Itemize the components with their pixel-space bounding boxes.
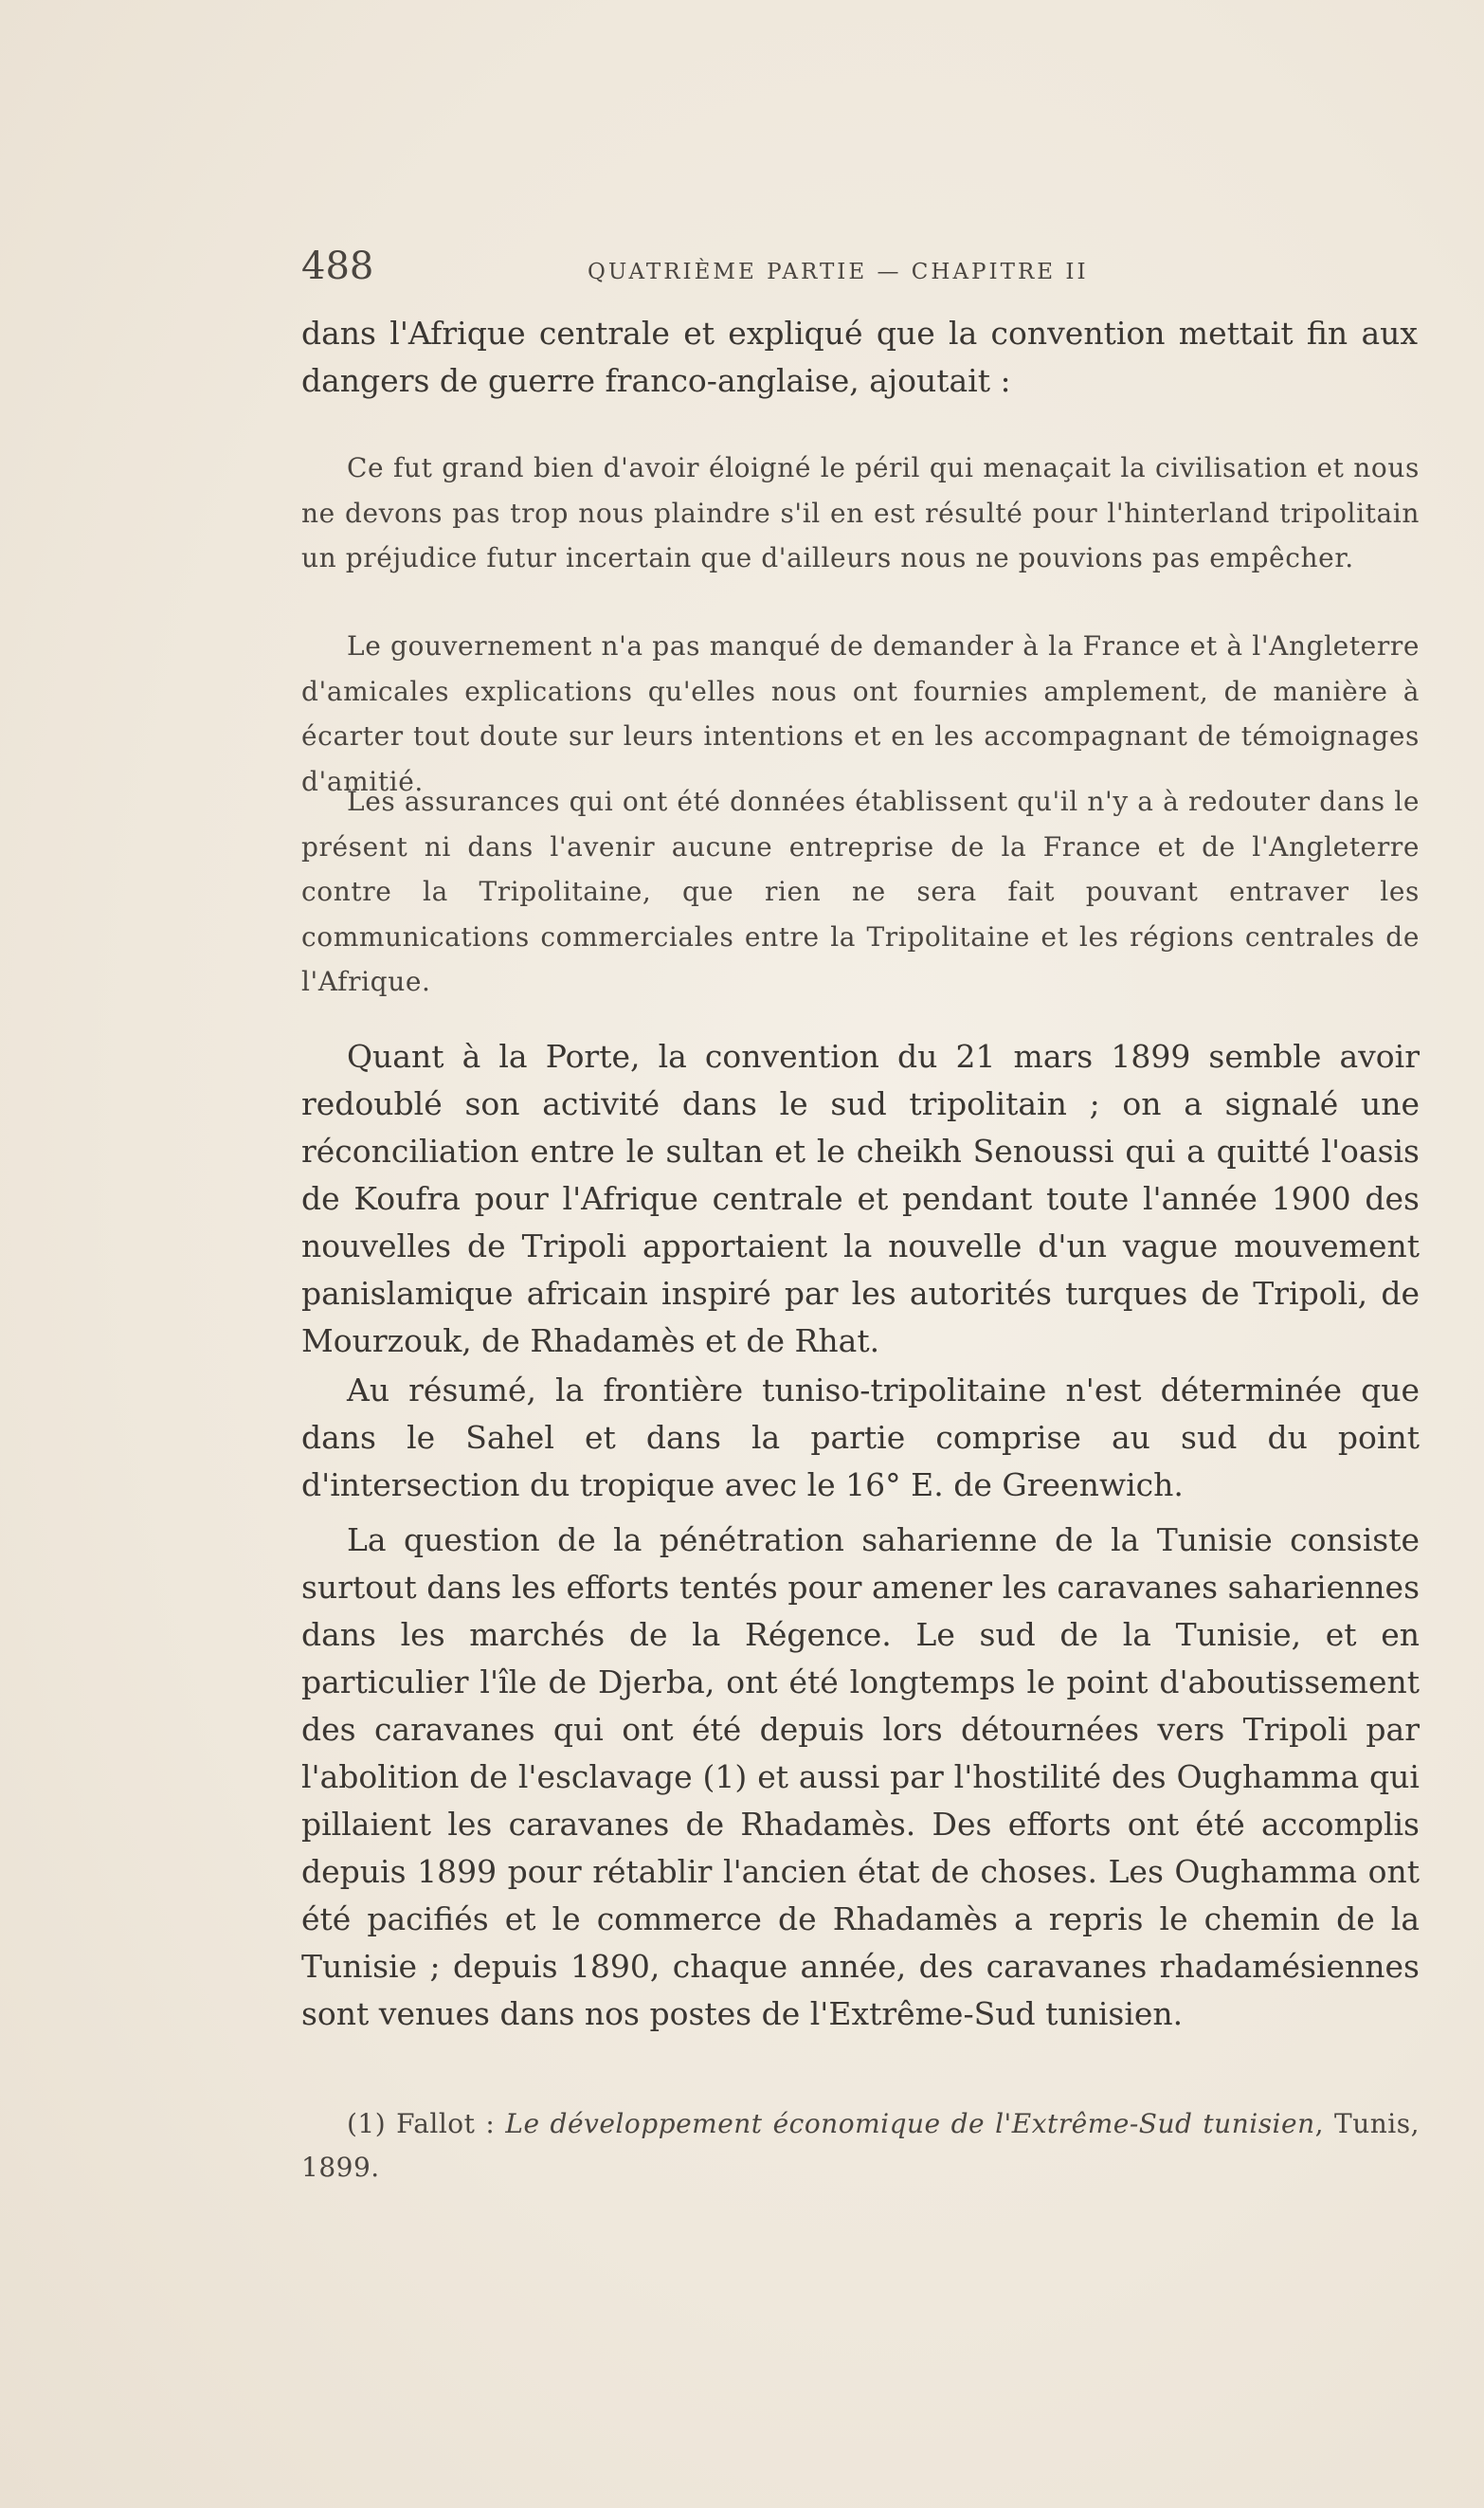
body-paragraph-2: Au résumé, la frontière tuniso-tripolitaine n'est déterminée que dans le Sahel et dans la partie comprise au sud du point d'intersection du tropique avec le 16° E. de Greenwich. (301, 1372, 1420, 1503)
running-head: QUATRIÈME PARTIE — CHAPITRE II (588, 260, 1089, 284)
footnote-title: Le développement économique de l'Extrême-Sud tunisien (505, 2108, 1315, 2139)
intro-paragraph: dans l'Afrique centrale et expliqué que la convention mettait fin aux dangers de guerre franco-anglaise, ajoutait : (301, 315, 1418, 399)
page-header (301, 245, 1420, 292)
footnote-rest: , Tunis, 1899. (301, 2108, 1420, 2183)
body-paragraph-1: Quant à la Porte, la convention du 21 mars 1899 semble avoir redoublé son activité dans le sud tripolitain ; on a signalé une réconciliation entre le sultan et le cheikh Senoussi qui a quitté l'oasis de Koufra pour l'Afrique centrale et pendant toute l'année 1900 des nouvelles de Tripoli apportaient la nouvelle d'un vague mouvement panislamique africain inspiré par les autorités turques de Tripoli, de Mourzouk, de Rhadamès et de Rhat. (301, 1038, 1420, 1359)
quote-paragraph-3: Les assurances qui ont été données établissent qu'il n'y a à redouter dans le présent ni dans l'avenir aucune entreprise de la France et de l'Angleterre contre la Tripolitaine, que rien ne sera fait pouvant entraver les communications commerciales entre la Tripolitaine et les régions centrales de l'Afrique. (301, 786, 1420, 997)
footnote (301, 2102, 1420, 2190)
body-paragraph-3: La question de la pénétration saharienne de la Tunisie consiste surtout dans les efforts tentés pour amener les caravanes sahariennes dans les marchés de la Régence. Le sud de la Tunisie, et en particulier l'île de Djerba, ont été longtemps le point d'aboutissement des caravanes qui ont été depuis lors détournées vers Tripoli par l'abolition de l'esclavage (1) et aussi par l'hostilité des Oughamma qui pillaient les caravanes de Rhadamès. Des efforts ont été accomplis depuis 1899 pour rétablir l'ancien état de choses. Les Oughamma ont été pacifiés et le commerce de Rhadamès a repris le chemin de la Tunisie ; depuis 1890, chaque année, des caravanes rhadamésiennes sont venues dans nos postes de l'Extrême-Sud tunisien. (301, 1521, 1420, 2032)
quote-paragraph-1: Ce fut grand bien d'avoir éloigné le péril qui menaçait la civilisation et nous ne devons pas trop nous plaindre s'il en est résulté pour l'hinterland tripolitain un préjudice futur incertain que d'ailleurs nous ne pouvions pas empêcher. (301, 452, 1420, 573)
quote-paragraph-2: Le gouvernement n'a pas manqué de demander à la France et à l'Angleterre d'amicales explications qu'elles nous ont fournies amplement, de manière à écarter tout doute sur leurs intentions et en les accompagnant de témoignages d'amitié. (301, 630, 1420, 797)
page-number: 488 (301, 245, 374, 288)
footnote-marker: (1) Fallot : (347, 2108, 496, 2139)
